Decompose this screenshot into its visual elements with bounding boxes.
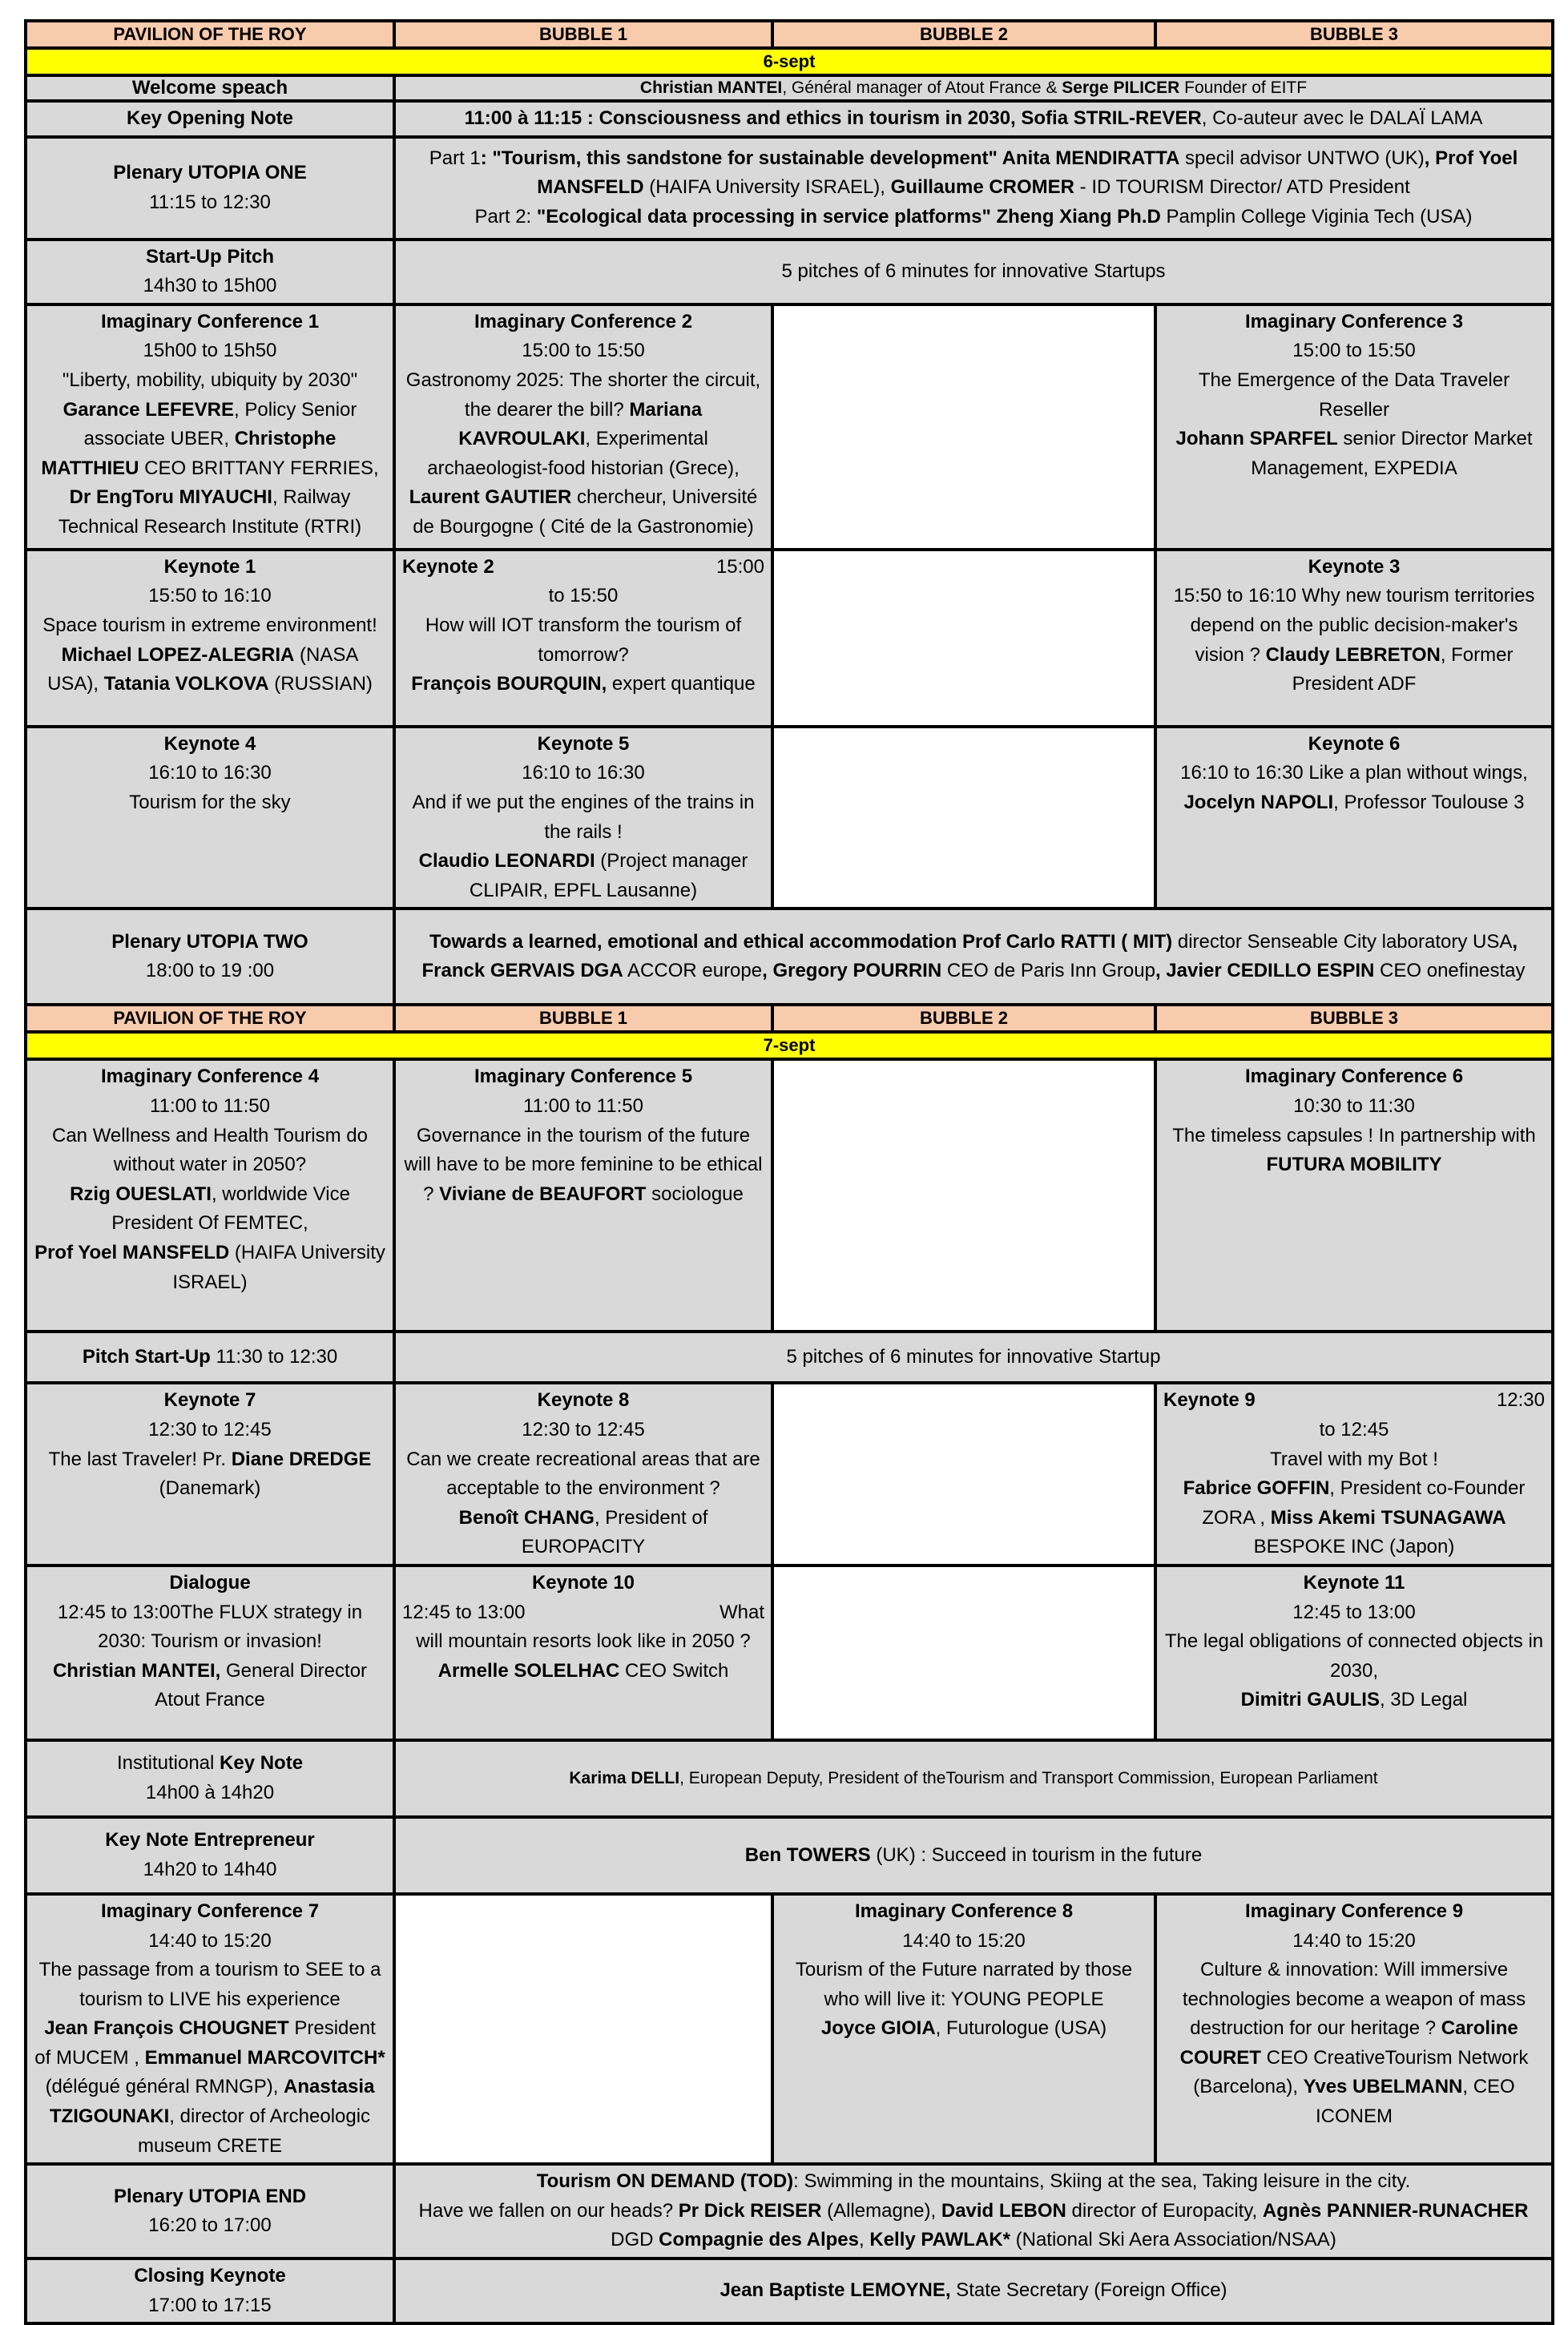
keynote-9-cell: Keynote 9 12:30 to 12:45 Travel with my Bot ! Fabrice GOFFIN, President co-Founder ZORA , Miss Akemi TSUNAGAWA BESPOKE INC (Japon) xyxy=(1155,1383,1553,1565)
ic1-cell: Imaginary Conference 1 15h00 to 15h50 "Liberty, mobility, ubiquity by 2030" Garance LEFEVRE, Policy Senior associate UBER, Christophe MATTHIEU CEO BRITTANY FERRIES, Dr EngToru MIYAUCHI, Railway Technical Research Institute (RTRI) xyxy=(26,304,394,550)
startup-row xyxy=(26,240,1553,304)
keynote-row-4 xyxy=(26,1565,1553,1740)
date-row xyxy=(26,48,1553,75)
keynote-4-cell: Keynote 4 16:10 to 16:30 Tourism for the sky xyxy=(26,727,394,909)
header-bubble-1: BUBBLE 1 xyxy=(394,1005,772,1032)
ic6-cell: Imaginary Conference 6 10:30 to 11:30 The timeless capsules ! In partnership with FUTURA MOBILITY xyxy=(1155,1059,1553,1332)
entrepreneur-title-cell: Key Note Entrepreneur 14h20 to 14h40 xyxy=(26,1817,394,1894)
keynote-11-cell: Keynote 11 12:45 to 13:00 The legal obligations of connected objects in 2030, Dimitri GAULIS, 3D Legal xyxy=(1155,1565,1553,1740)
pitch-text: 5 pitches of 6 minutes for innovative Startup xyxy=(394,1332,1553,1383)
empty-cell xyxy=(772,727,1155,909)
header-bubble-2: BUBBLE 2 xyxy=(772,21,1155,48)
header-bubble-2: BUBBLE 2 xyxy=(772,1005,1155,1032)
ic5-cell: Imaginary Conference 5 11:00 to 11:50 Governance in the tourism of the future will have to be more feminine to be ethical ? Viviane de BEAUFORT sociologue xyxy=(394,1059,772,1332)
keynote-3-cell: Keynote 3 15:50 to 16:10 Why new tourism territories depend on the public decision-maker's vision ? Claudy LEBRETON, Former President ADF xyxy=(1155,550,1553,727)
empty-cell xyxy=(772,1565,1155,1740)
header-bubble-1: BUBBLE 1 xyxy=(394,21,772,48)
ic8-cell: Imaginary Conference 8 14:40 to 15:20 Tourism of the Future narrated by those who will live it: YOUNG PEOPLE Joyce GIOIA, Futurologue (USA) xyxy=(772,1894,1155,2164)
utopia-one-title-cell xyxy=(26,137,394,240)
date-row xyxy=(26,1032,1553,1059)
institutional-row xyxy=(26,1740,1553,1817)
keynote-row-1 xyxy=(26,550,1553,727)
utopia-two-row xyxy=(26,909,1553,1005)
utopia-two-title-cell: Plenary UTOPIA TWO 18:00 to 19 :00 xyxy=(26,909,394,1005)
keynote-6-cell: Keynote 6 16:10 to 16:30 Like a plan without wings, Jocelyn NAPOLI, Professor Toulouse 3 xyxy=(1155,727,1553,909)
header-row xyxy=(26,21,1553,48)
ic2-cell: Imaginary Conference 2 15:00 to 15:50 Gastronomy 2025: The shorter the circuit, the dearer the bill? Mariana KAVROULAKI, Experimental archaeologist-food historian (Grece), Laurent GAUTIER chercheur, Université de Bourgogne ( Cité de la Gastronomie) xyxy=(394,304,772,550)
keynote-row-3 xyxy=(26,1383,1553,1565)
dialogue-cell: Dialogue 12:45 to 13:00The FLUX strategy in 2030: Tourism or invasion! Christian MANTEI, General Director Atout France xyxy=(26,1565,394,1740)
header-pavilion: PAVILION OF THE ROY xyxy=(26,1005,394,1032)
utopia-one-title: Plenary UTOPIA ONE xyxy=(113,162,307,183)
utopia-end-title-cell: Plenary UTOPIA END 16:20 to 17:00 xyxy=(26,2164,394,2259)
ic3-cell: Imaginary Conference 3 15:00 to 15:50 The Emergence of the Data Traveler Reseller Johann SPARFEL senior Director Market Management, EXPEDIA xyxy=(1155,304,1553,550)
header-bubble-3: BUBBLE 3 xyxy=(1155,1005,1553,1032)
pitch-row xyxy=(26,1332,1553,1383)
startup-title-cell: Start-Up Pitch 14h30 to 15h00 xyxy=(26,240,394,304)
keynote-5-cell: Keynote 5 16:10 to 16:30 And if we put the engines of the trains in the rails ! Claudio LEONARDI (Project manager CLIPAIR, EPFL Lausanne) xyxy=(394,727,772,909)
ic-row-2 xyxy=(26,1059,1553,1332)
ic7-cell: Imaginary Conference 7 14:40 to 15:20 The passage from a tourism to SEE to a tourism to LIVE his experience Jean François CHOUGNET President of MUCEM , Emmanuel MARCOVITCH* (délégué général RMNGP), Anastasia TZIGOUNAKI, director of Archeologic museum CRETE xyxy=(26,1894,394,2164)
opening-text: 11:00 à 11:15 : Consciousness and ethics in tourism in 2030, Sofia STRIL-REVER, Co-auteur avec le DALAÏ LAMA xyxy=(394,101,1553,137)
opening-title: Key Opening Note xyxy=(26,101,394,137)
ic-row-1 xyxy=(26,304,1553,550)
institutional-text: Karima DELLI, European Deputy, President of theTourism and Transport Commission, European Parliament xyxy=(394,1740,1553,1817)
ic4-cell: Imaginary Conference 4 11:00 to 11:50 Can Wellness and Health Tourism do without water in 2050? Rzig OUESLATI, worldwide Vice President Of FEMTEC, Prof Yoel MANSFELD (HAIFA University ISRAEL) xyxy=(26,1059,394,1332)
empty-cell xyxy=(772,1059,1155,1332)
schedule-table xyxy=(24,19,1554,2325)
entrepreneur-row xyxy=(26,1817,1553,1894)
header-row xyxy=(26,1005,1553,1032)
empty-cell xyxy=(394,1894,772,2164)
empty-cell xyxy=(772,1383,1155,1565)
pitch-title-cell: Pitch Start-Up 11:30 to 12:30 xyxy=(26,1332,394,1383)
date-label: 6-sept xyxy=(26,48,1553,75)
utopia-one-time: 11:15 to 12:30 xyxy=(149,191,271,213)
utopia-two-text: Towards a learned, emotional and ethical accommodation Prof Carlo RATTI ( MIT) director Senseable City laboratory USA, Franck GERVAIS DGA ACCOR europe, Gregory POURRIN CEO de Paris Inn Group, Javier CEDILLO ESPIN CEO onefinestay xyxy=(394,909,1553,1005)
keynote-10-cell: Keynote 10 12:45 to 13:00 What will mountain resorts look like in 2050 ? Armelle SOLELHAC CEO Switch xyxy=(394,1565,772,1740)
welcome-text: Christian MANTEI, Général manager of Atout France & Serge PILICER Founder of EITF xyxy=(394,75,1553,101)
utopia-end-text: Tourism ON DEMAND (TOD): Swimming in the mountains, Skiing at the sea, Taking leisure in the city. Have we fallen on our heads? Pr Dick REISER (Allemagne), David LEBON director of Europacity, Agnès PANNIER-RUNACHER DGD Compagnie des Alpes, Kelly PAWLAK* (National Ski Aera Association/NSAA) xyxy=(394,2164,1553,2259)
header-pavilion: PAVILION OF THE ROY xyxy=(26,21,394,48)
utopia-one-row xyxy=(26,137,1553,240)
opening-row xyxy=(26,101,1553,137)
welcome-row xyxy=(26,75,1553,101)
utopia-one-text: Part 1: "Tourism, this sandstone for sustainable development" Anita MENDIRATTA specil advisor UNTWO (UK), Prof Yoel MANSFELD (HAIFA University ISRAEL), Guillaume CROMER - ID TOURISM Director/ ATD President Part 2: "Ecological data processing in service platforms" Zheng Xiang Ph.D Pamplin College Viginia Tech (USA) xyxy=(394,137,1553,240)
welcome-title: Welcome speach xyxy=(26,75,394,101)
date-label: 7-sept xyxy=(26,1032,1553,1059)
closing-row xyxy=(26,2259,1553,2323)
keynote-2-cell: Keynote 2 15:00 to 15:50 How will IOT transform the tourism of tomorrow? François BOURQUIN, expert quantique xyxy=(394,550,772,727)
startup-text: 5 pitches of 6 minutes for innovative Startups xyxy=(394,240,1553,304)
header-bubble-3: BUBBLE 3 xyxy=(1155,21,1553,48)
closing-title-cell: Closing Keynote 17:00 to 17:15 xyxy=(26,2259,394,2323)
ic9-cell: Imaginary Conference 9 14:40 to 15:20 Culture & innovation: Will immersive technologies become a weapon of mass destruction for our heritage ? Caroline COURET CEO CreativeTourism Network (Barcelona), Yves UBELMANN, CEO ICONEM xyxy=(1155,1894,1553,2164)
empty-cell xyxy=(772,304,1155,550)
ic-row-3 xyxy=(26,1894,1553,2164)
institutional-title-cell: Institutional Key Note 14h00 à 14h20 xyxy=(26,1740,394,1817)
closing-text: Jean Baptiste LEMOYNE, State Secretary (Foreign Office) xyxy=(394,2259,1553,2323)
keynote-7-cell: Keynote 7 12:30 to 12:45 The last Traveler! Pr. Diane DREDGE (Danemark) xyxy=(26,1383,394,1565)
entrepreneur-text: Ben TOWERS (UK) : Succeed in tourism in the future xyxy=(394,1817,1553,1894)
empty-cell xyxy=(772,550,1155,727)
keynote-row-2 xyxy=(26,727,1553,909)
keynote-1-cell: Keynote 1 15:50 to 16:10 Space tourism in extreme environment! Michael LOPEZ-ALEGRIA (NASA USA), Tatania VOLKOVA (RUSSIAN) xyxy=(26,550,394,727)
utopia-end-row xyxy=(26,2164,1553,2259)
keynote-8-cell: Keynote 8 12:30 to 12:45 Can we create recreational areas that are acceptable to the environment ? Benoît CHANG, President of EUROPACITY xyxy=(394,1383,772,1565)
